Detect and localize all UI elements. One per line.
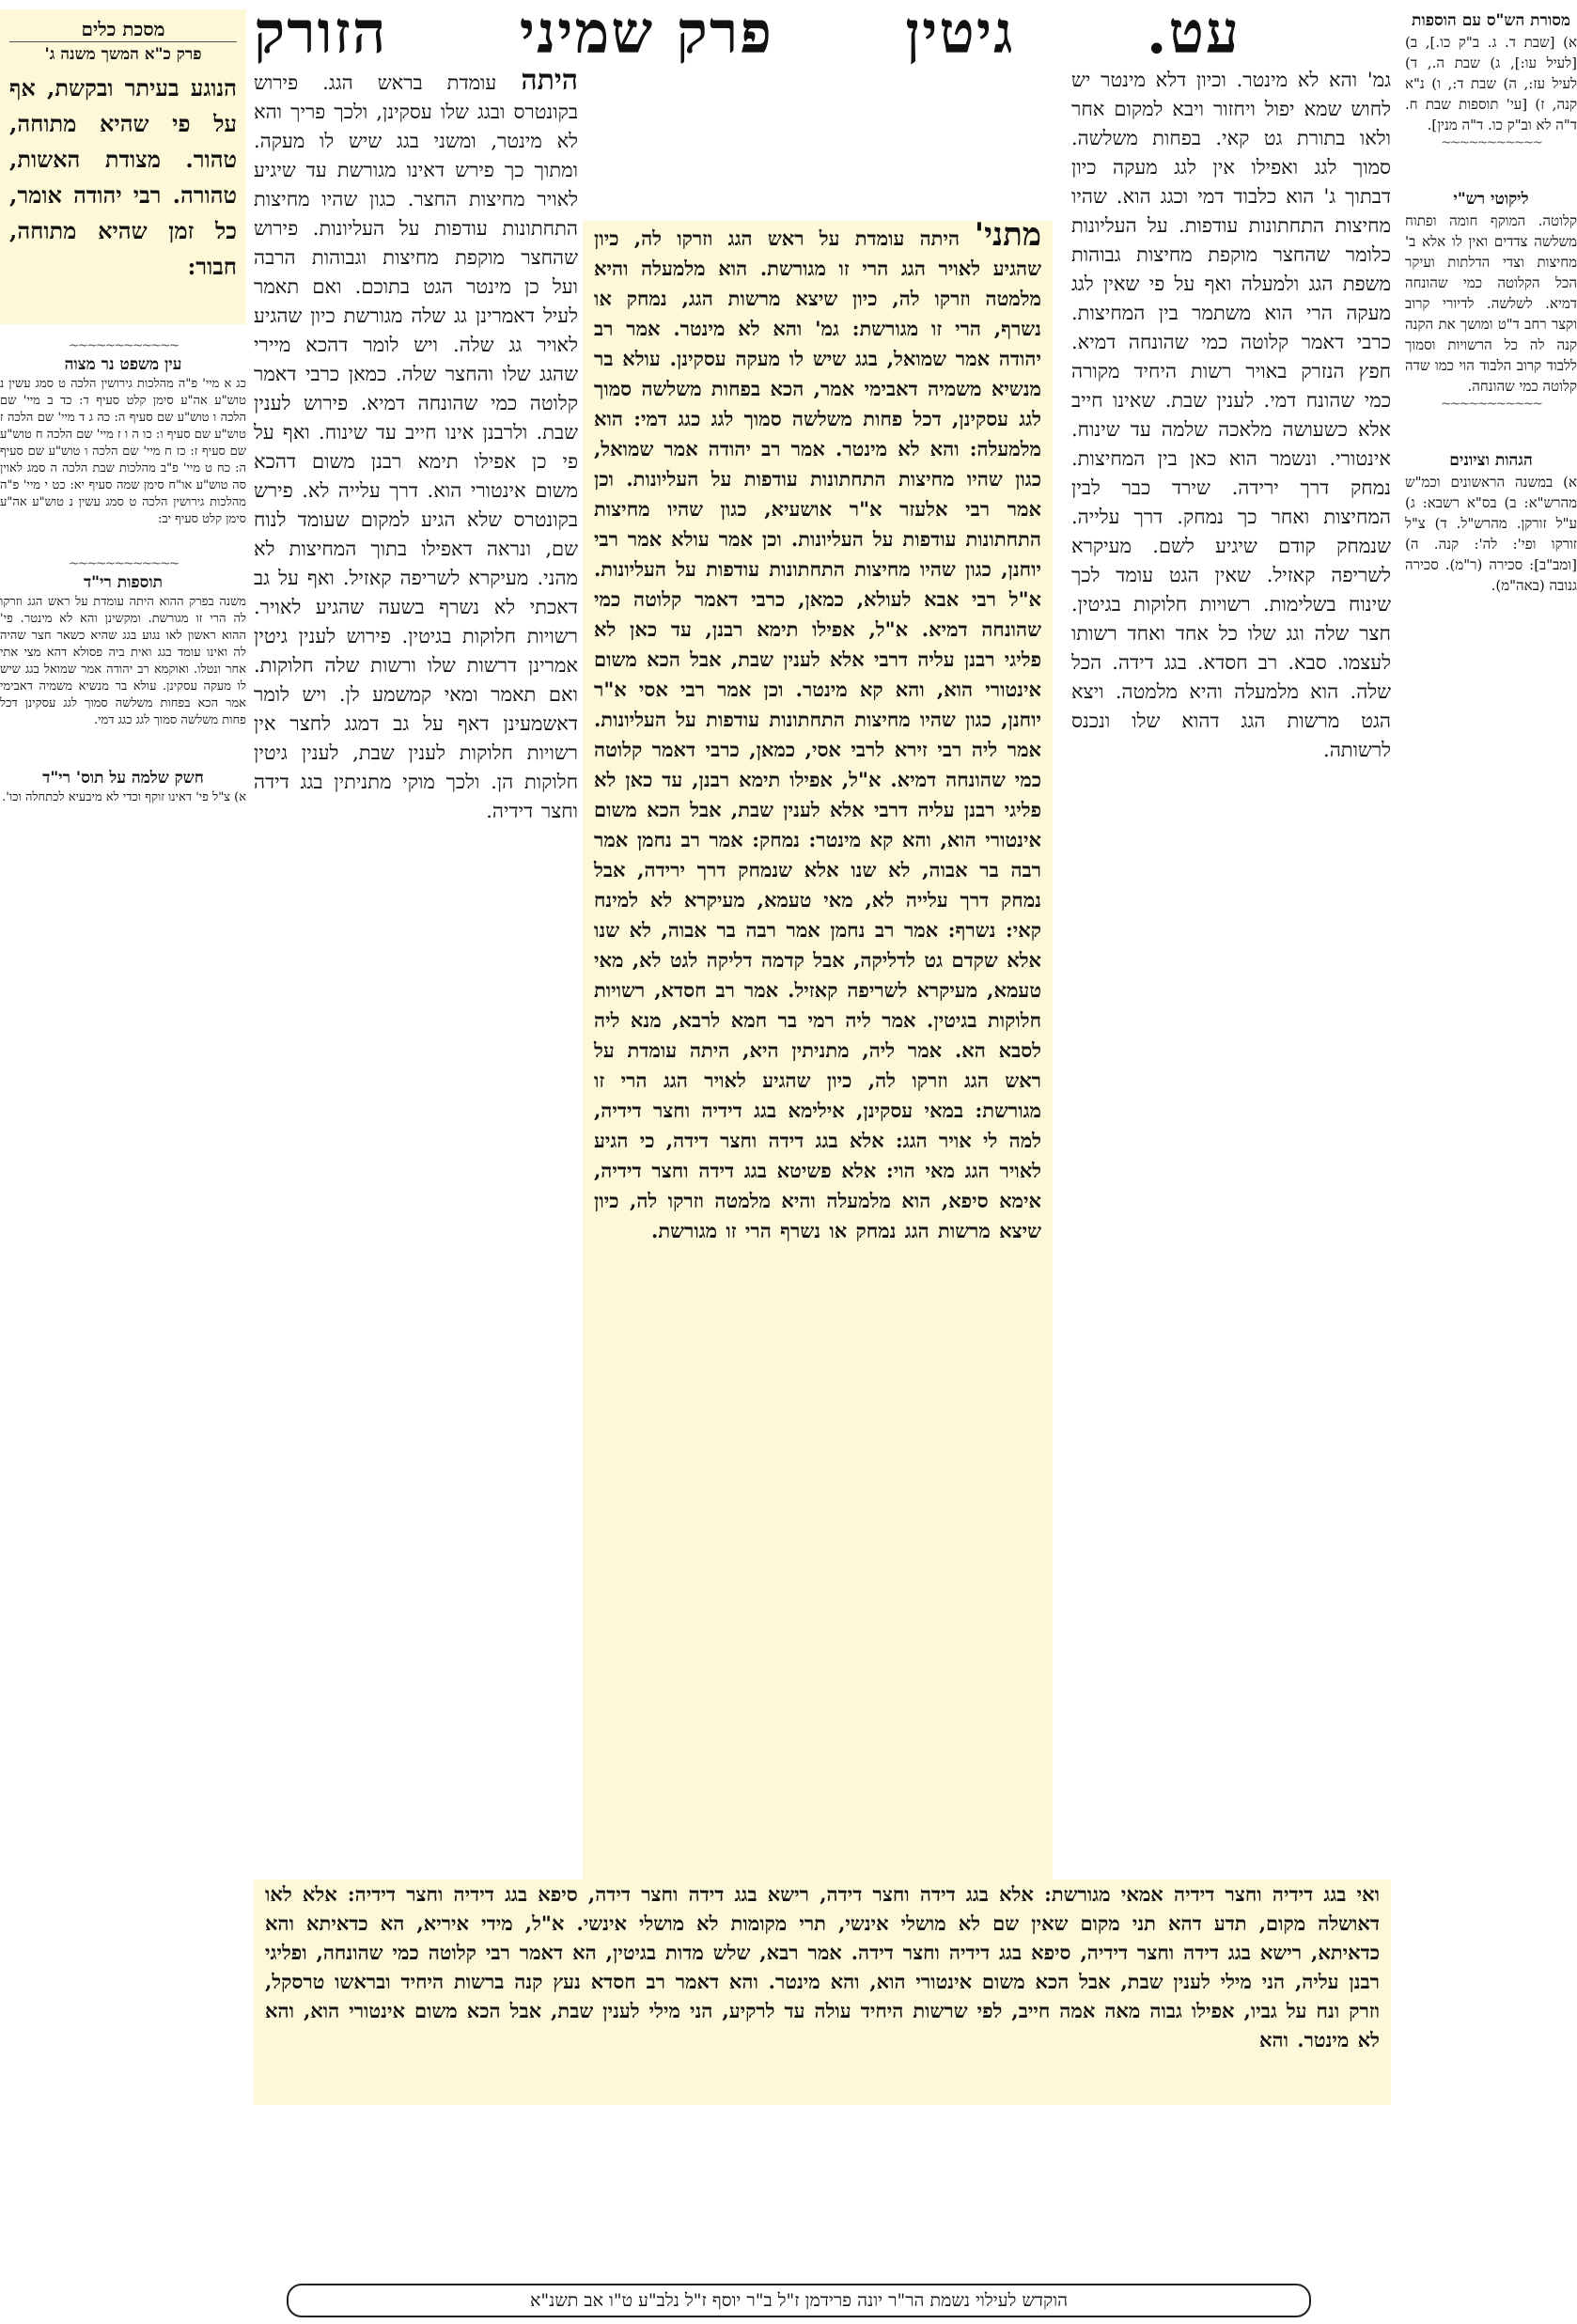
page-header	[254, 0, 1241, 66]
mishnah-label: מתני'	[974, 221, 1041, 254]
tosfot-column	[254, 66, 578, 1945]
masoret-heading: מסורת הש"ס עם הוספות	[1412, 11, 1570, 30]
right-margin-column	[1405, 9, 1577, 1419]
likutei-rashi-text: קלוטה. המוקף חומה ופתוח משלשה צדדים ואין לו אלא ב' מחיצות וצדי הדלתות ועיקר הכל הקלוטה כמי שהונחה דמיא. לשלשה. לדיורי קרוב וקצר רחב ד"ט ומושך את הקנה קנה לה כל הרשויות וסמוך ללבוד קרוב הלבוד הוי כמו שדה קלוטה כמי שהונחה.	[1405, 212, 1577, 395]
rashi-column	[1071, 66, 1391, 1908]
masoret-text: א) [שבת ד. ג. ב"ק כו.], ב) [לעיל עו:], ג) שבת ה., ד) לעיל עז:, ה) שבת ד:, ו) נ"א קנה, ז) [עי' תוספות שבת ח. ד"ה לא וב"ק כו. ד"ה מנין].	[1405, 34, 1577, 133]
header-chapter-name: הזורק	[254, 0, 388, 66]
tosfot-rid-text: משנה בפרק ההוא היתה עומדת על ראש הגג וזרקו לה הרי זו מגורשת. ומקשינן והא לא מינטר. פי' ההוא ראשון לאו נגוע בגג שהיא כשאר חצר שהיה לה ואינו עומד בגג ואית ביה פסולא דהא מצי אתי אחר ונטלו. ואוקמא רב יהודה אמר שמואל בגג שיש לו מעקה עסקינן. עולא בר מנשיא משמיה דאבימי אמר הכא בפחות משלשה סמוך לגג עסקינן דכל פחות משלשה סמוך לגג כגג דמי.	[0, 595, 246, 727]
tosfot-text: עומדת בראש הגג. פירוש בקונטרס ובגג שלו עסקינן, ולכך פריך והא לא מינטר, ומשני בגג שיש לו מעקה. ומתוך כך פירש דאינו מגורשת עד שיגיע לאויר מחיצות החצר. כגון שהיו מחיצות התחתונות עודפות על העליונות. פירוש שהחצר מוקפת מחיצות וגבוהות הרבה ועל כן מינטר הגט בתוכם. ואם תאמר לעיל דאמרינן גג שלה מגורשת כיון שהגיע לאויר גג שלה. ויש לומר דהכא מיירי שהגג שלו והחצר שלה. כמאן כרבי דאמר קלוטה כמי שהונחה דמיא. פירוש לענין שבת. ולרבנן אינו חייב עד שינוח. ואף על פי כן אפילו תימא רבנן משום דהכא משום אינטורי הוא. דרך עלייה לא. פירש בקונטרס שלא הגיע למקום שעומד לנוח שם, ונראה דאפילו בתוך המחיצות לא מהני. מעיקרא לשריפה קאזיל. ואף על גב דאכתי לא נשרף בשעה שהגיע לאויר. רשויות חלוקות בגיטין. פירוש לענין גיטין אמרינן דרשות שלו ורשות שלה חלוקות. ואם תאמר ומאי קמשמע לן. ויש לומר דאשמעינן דאף על גב דמגג לחצר אין רשויות חלוקות לענין שבת, לענין גיטין חלוקות הן. ולכך מוקי מתניתין בגג דידה וחצר דידיה.	[254, 71, 578, 822]
ein-mishpat-text: כג א מיי' פ"ה מהלכות גירושין הלכה ט סמג עשין נ טוש"ע אה"ע סימן קלט סעיף ד: כד ב מיי' שם הלכה ו טוש"ע שם סעיף ה: כה ג ד מיי' שם הלכה ז טוש"ע שם סעיף ו: כו ה ו ז מיי' שם הלכה ח טוש"ע שם סעיף ז: כז ח מיי' שם הלכה ו טוש"ע שם סעיף ה: כח ט מיי' פ"ב מהלכות שבת הלכה ה סמג לאוין סה טוש"ע או"ח סימן שמה סעיף יא: כט י מיי' פ"ה מהלכות גירושין הלכה ט סמג עשין נ טוש"ע אה"ע סימן קלט סעיף יב:	[0, 377, 246, 526]
tosfot-rid-heading: תוספות רי"ד	[83, 573, 164, 592]
mishnah-kelim-title: מסכת כלים	[9, 17, 237, 42]
left-margin-column	[0, 338, 246, 1842]
gemara-bottom-spread	[254, 1879, 1391, 2105]
header-daf: עט.	[1146, 0, 1241, 66]
ein-mishpat-heading: עין משפט נר מצוה	[64, 355, 182, 374]
gemara-bottom-text: ואי בגג דידיה וחצר דידיה אמאי מגורשת: אלא בגג דידה וחצר דידה, רישא בגג דידה וחצר דידה, סיפא בגג דידיה וחצר דידיה: אלא לאו דאושלה מקום, תדע דהא תני מקום שאין שם לא מושלי אינשי, תרי מקומות לא מושלי אינשי. א"ל, מידי איריא, הא כדאיתא והא כדאיתא, רישא בגג דידה וחצר דידיה, סיפא בגג דידיה וחצר דידה. אמר רבא, שלש מדות בגיטין, הא דאמר רבי קלוטה כמי שהונחה, ופליגי רבנן עליה, הני מילי לענין שבת, אבל הכא משום אינטורי הוא, והא מינטר. והא דאמר רב חסדא נעץ קנה ברשות היחיד ובראשו טרסקל, וזרק ונח על גביו, אפילו גבוה מאה אמה חייב, לפי שרשות היחיד עולה עד לרקיע, הני מילי לענין שבת, אבל הכא משום אינטורי הוא, והא לא מינטר. והא	[265, 1882, 1380, 2051]
rashi-text: גמ' והא לא מינטר. וכיון דלא מינטר יש לחוש שמא יפול ויחזור ויבא למקום אחר ולאו בתורת גט קאי. בפחות משלשה. סמוך לגג ואפילו אין לגג מעקה כיון דבתוך ג' הוא כלבוד דמי וכגג הוא. שהיו מחיצות התחתונות עודפות. על העליונות כלומר שהחצר מוקפת מחיצות גבוהות משפת הגג ולמעלה ואף על פי שאין לגג מעקה הרי הוא משתמר בין המחיצות. כרבי דאמר קלוטה כמי שהונחה דמיא. חפץ הנזרק באויר רשות היחיד מקורה כמי שהונח דמי. לענין שבת. שאינו חייב אלא כשעושה מלאכה שלמה עד שינוח. אינטורי. ונשמר הוא כאן בין המחיצות. נמחק דרך ירידה. שירד כבר לבין המחיצות ואחר כך נמחק. דרך עלייה. שנמחק קודם שיגיע לשם. מעיקרא לשריפה קאזיל. שאין הגט עומד לכך שינוח בשלימות. רשויות חלוקות בגיטין. חצר שלה וגג שלו כל אחד ואחד רשותו לעצמו. סבא. רב חסדא. בגג דידה. הכל שלה. הוא מלמעלה והיא מלמטה. ויצא הגט מרשות הגג דהוא שלו ונכנס לרשותה.	[1071, 69, 1391, 761]
ornament-divider: ~~~~~~~~~~~	[1440, 135, 1542, 150]
gemara-text: היתה עומדת על ראש הגג וזרקו לה, כיון שהגיע לאויר הגג הרי זו מגורשת. הוא מלמעלה והיא מלמטה וזרקו לה, כיון שיצא מרשות הגג, נמחק או נשרף, הרי זו מגורשת: גמ' והא לא מינטר. אמר רב יהודה אמר שמואל, בגג שיש לו מעקה עסקינן. עולא בר מנשיא משמיה דאבימי אמר, הכא בפחות משלשה סמוך לגג עסקינן, דכל פחות משלשה סמוך לגג כגג דמי: הוא מלמעלה: והא לא מינטר. אמר רב יהודה אמר שמואל, כגון שהיו מחיצות התחתונות עודפות על העליונות. וכן אמר רבי אלעזר א"ר אושעיא, כגון שהיו מחיצות התחתונות עודפות על העליונות. וכן אמר עולא אמר רבי יוחנן, כגון שהיו מחיצות התחתונות עודפות על העליונות. א"ל רבי אבא לעולא, כמאן, כרבי דאמר קלוטה כמי שהונחה דמיא. א"ל, אפילו תימא רבנן, עד כאן לא פליגי רבנן עליה דרבי אלא לענין שבת, אבל הכא משום אינטורי הוא, והא קא מינטר. וכן אמר רבי אסי א"ר יוחנן, כגון שהיו מחיצות התחתונות עודפות על העליונות. אמר ליה רבי זירא לרבי אסי, כמאן, כרבי דאמר קלוטה כמי שהונחה דמיא. א"ל, אפילו תימא רבנן, עד כאן לא פליגי רבנן עליה דרבי אלא לענין שבת, אבל הכא משום אינטורי הוא, והא קא מינטר: נמחק: אמר רב נחמן אמר רבה בר אבוה, לא שנו אלא שנמחק דרך ירידה, אבל נמחק דרך עלייה לא, מאי טעמא, מעיקרא לא למינח קאי: נשרף: אמר רב נחמן אמר רבה בר אבוה, לא שנו אלא שקדם גט לדליקה, אבל קדמה דליקה לגט לא, מאי טעמא, מעיקרא לשריפה קאזיל. אמר רב חסדא, רשויות חלוקות בגיטין. אמר ליה רמי בר חמא לרבא, מנא ליה לסבא הא. אמר ליה, מתניתין היא, היתה עומדת על ראש הגג וזרקו לה, כיון שהגיע לאויר הגג הרי זו מגורשת: במאי עסקינן, אילימא בגג דידיה וחצר דידיה, למה לי אויר הגג: אלא בגג דידה וחצר דידה, כי הגיע לאויר הגג מאי הוי: אלא פשיטא בגג דידה וחצר דידיה, אימא סיפא, הוא מלמעלה והיא מלמטה וזרקו לה, כיון שיצא מרשות הגג נמחק או נשרף הרי זו מגורשת.	[594, 226, 1041, 1242]
ornament-divider: ~~~~~~~~~~~~	[68, 338, 179, 353]
mishnah-kelim-box	[0, 9, 246, 324]
ornament-divider: ~~~~~~~~~~~~	[68, 556, 179, 571]
hagahot-heading: הגהות וציונים	[1449, 451, 1533, 470]
header-tractate: גיטין	[905, 0, 1015, 66]
header-chapter-number: פרק שמיני	[519, 0, 774, 66]
cheshek-shlomo-heading: חשק שלמה על תוס' רי"ד	[42, 769, 204, 788]
hagahot-text: א) במשנה הראשונים וכמ"ש מהרש"א: ב) בס"א רשבא: ג) ע"ל זורקן. מהרש"ל. ד) צ"ל זורקו ופי': לה': קנה. ה) [ומב"ב]: סכירה (ר"מ). סכירה גנובה (באה"מ).	[1405, 474, 1577, 594]
dedication-text: הוקדש לעילוי נשמת הר"ר יונה פרידמן ז"ל ב"ר יוסף ז"ל נלב"ע ט"ו אב תשנ"א	[530, 2290, 1068, 2311]
cheshek-shlomo-text: א) צ"ל פי' דאינו זוקף וכדי לא מיבעיא לכתחלה וכו'.	[2, 790, 246, 804]
likutei-rashi-heading: ליקוטי רש"י	[1453, 190, 1529, 209]
mishnah-kelim-text: הנוגע בעיתר ובקשת, אף על פי שהיא מתוחה, טהור. מצודת האשות, טהורה. רבי יהודה אומר, כל זמן שהיא מתוחה, חבור:	[9, 74, 237, 280]
dedication-footer	[287, 2284, 1311, 2317]
ornament-divider: ~~~~~~~~~~~	[1440, 397, 1542, 412]
mishnah-kelim-subtitle: פרק כ"א המשך משנה ג'	[44, 45, 202, 64]
gemara-center-column	[583, 221, 1053, 1969]
tosfot-lead-word: היתה	[521, 66, 578, 97]
